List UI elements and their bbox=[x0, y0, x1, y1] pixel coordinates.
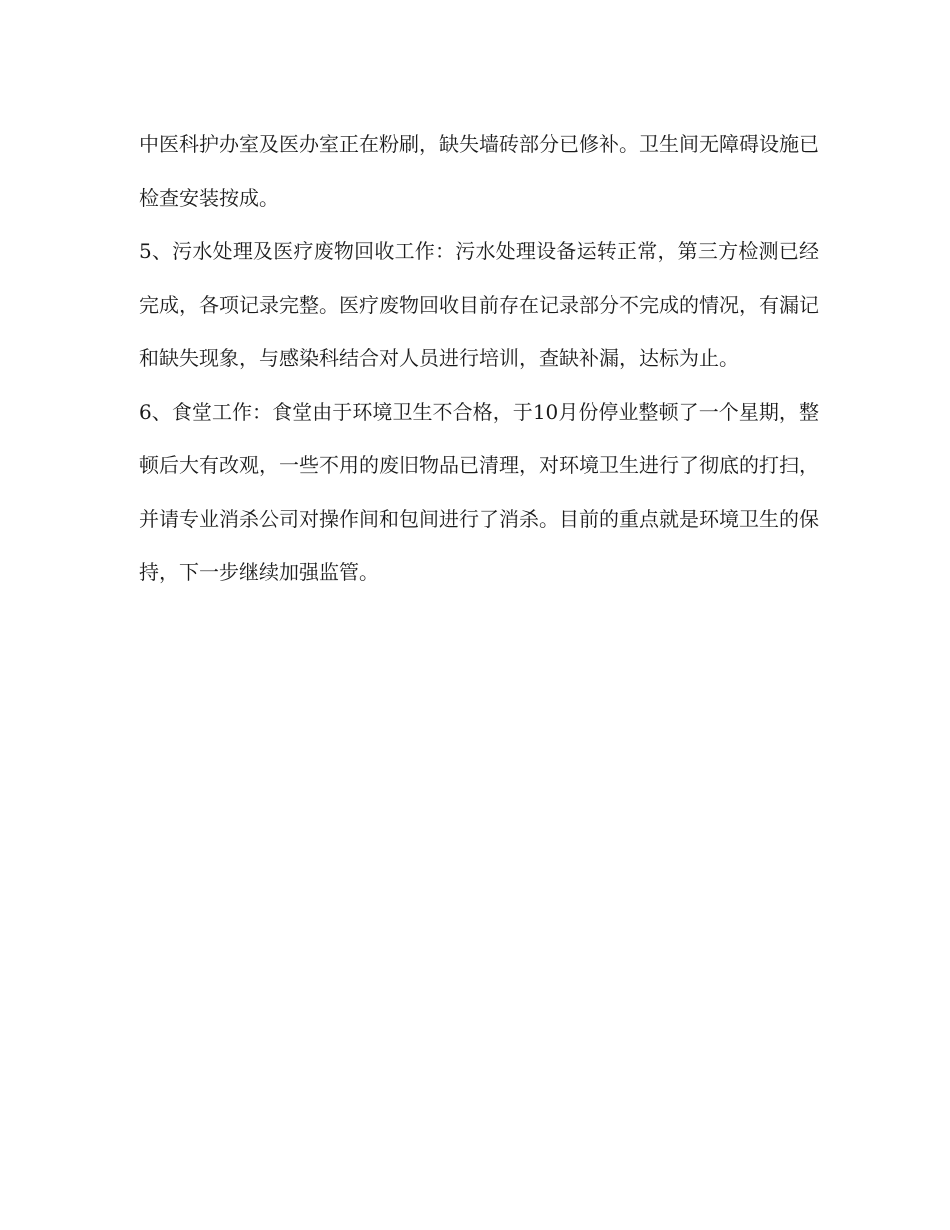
paragraph-canteen: 6、食堂工作：食堂由于环境卫生不合格，于10月份停业整顿了一个星期，整顿后大有改观，一些不用的废旧物品已清理，对环境卫生进行了彻底的打扫，并请专业消杀公司对操作间和包间进行了消杀。目前的重点就是环境卫生的保持，下一步继续加强监管。 bbox=[139, 399, 819, 584]
paragraph-sewage-medical-waste: 5、污水处理及医疗废物回收工作：污水处理设备运转正常，第三方检测已经完成，各项记录完整。医疗废物回收目前存在记录部分不完成的情况，有漏记和缺失现象，与感染科结合对人员进行培训，查缺补漏，达标为止。 bbox=[139, 239, 819, 370]
paragraph-renovation: 中医科护办室及医办室正在粉刷，缺失墙砖部分已修补。卫生间无障碍设施已检查安装按成。 bbox=[139, 132, 819, 210]
document-body bbox=[139, 118, 819, 600]
